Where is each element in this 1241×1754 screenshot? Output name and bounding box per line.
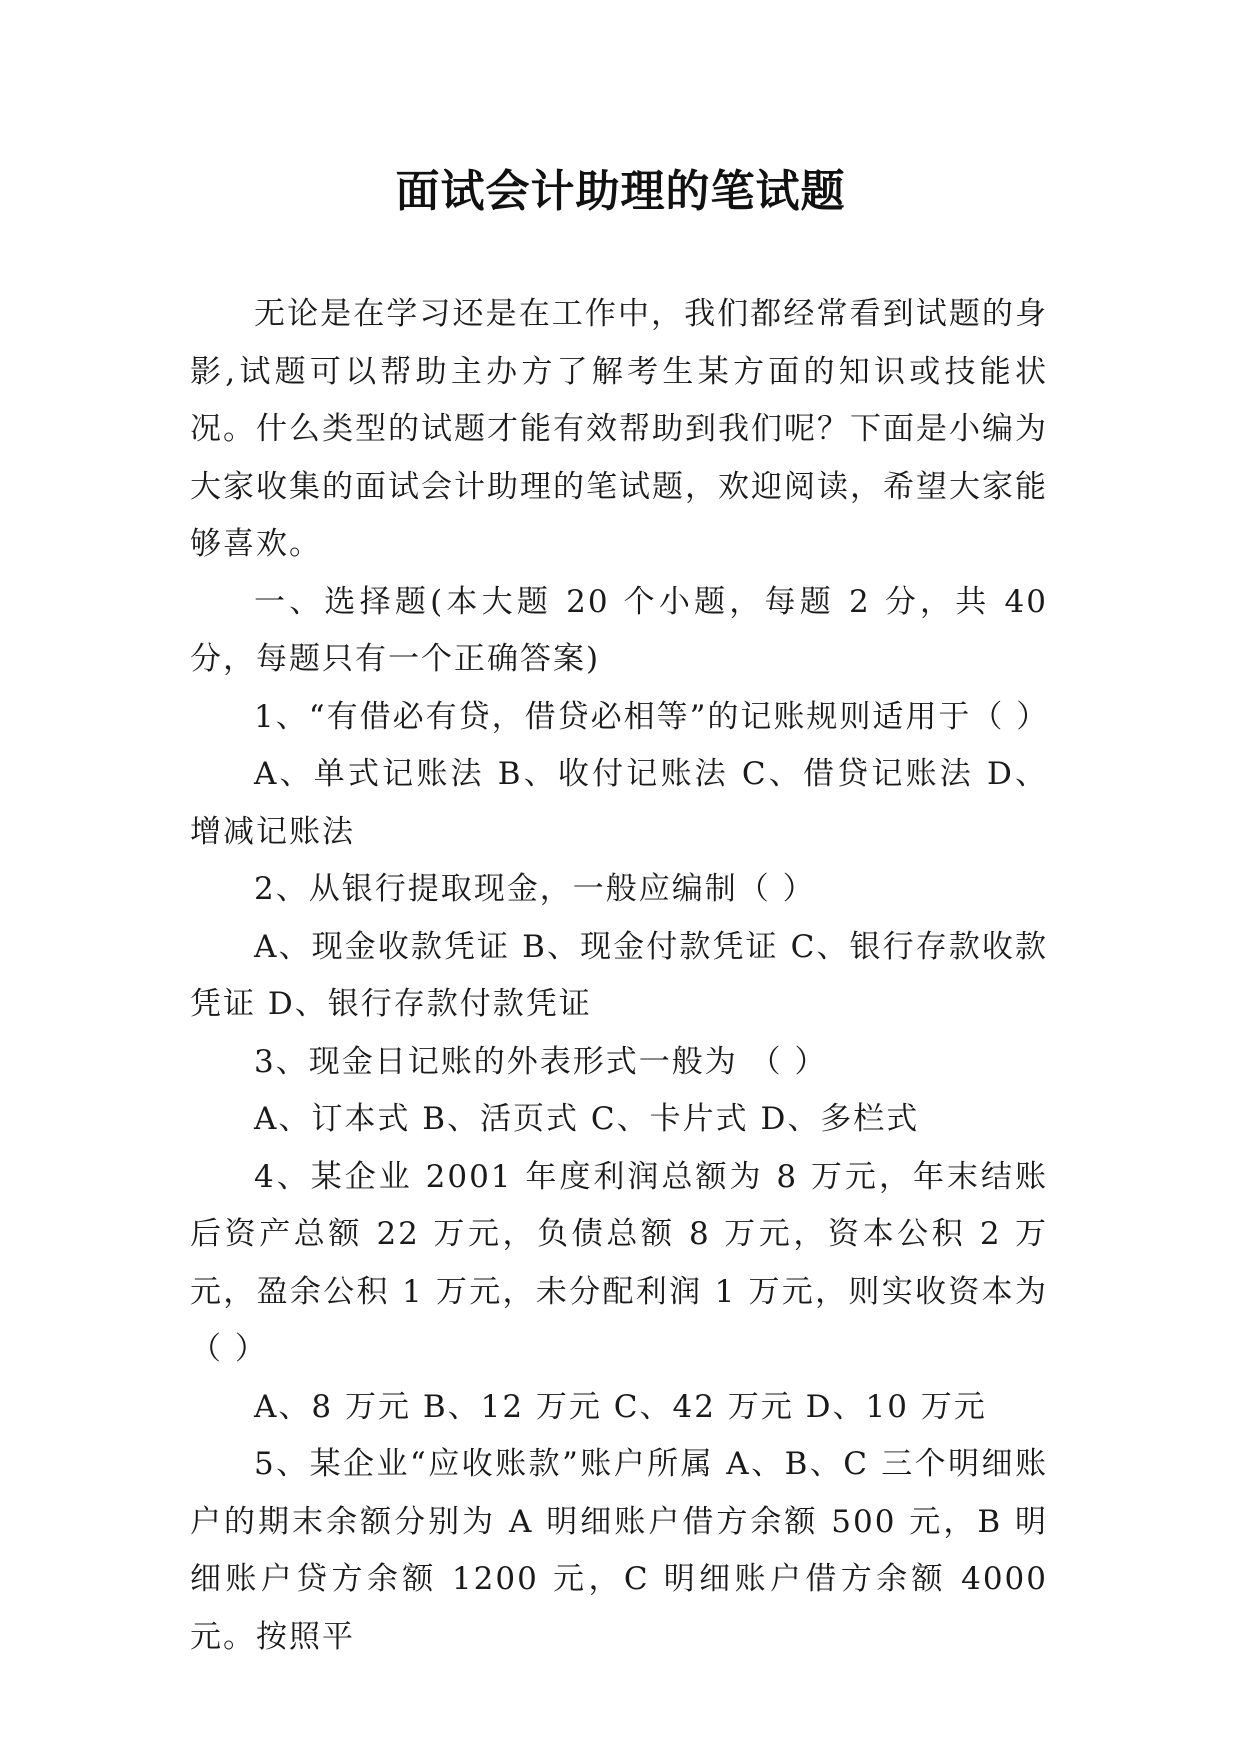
question-2: 2、从银行提取现金，一般应编制（ ） [254, 871, 816, 907]
question-2-options: A、现金收款凭证 B、现金付款凭证 C、银行存款收款凭证 D、银行存款付款凭证 [190, 928, 1048, 1022]
question-5: 5、某企业“应收账款”账户所属 A、B、C 三个明细账户的期末余额分别为 A 明细账户借方余额 500 元，B 明细账户贷方余额 1200 元，C 明细账户借方余额 4000 元。按照平 [190, 1446, 1048, 1655]
question-3: 3、现金日记账的外表形式一般为 （ ） [254, 1043, 828, 1080]
document-title: 面试会计助理的笔试题 [395, 166, 846, 217]
section-heading: 一、选择题(本大题 20 个小题，每题 2 分，共 40 分，每题只有一个正确答案) [190, 583, 1048, 677]
question-4: 4、某企业 2001 年度利润总额为 8 万元，年末结账后资产总额 22 万元，负债总额 8 万元，资本公积 2 万元，盈余公积 1 万元，未分配利润 1 万元，则实收资本为（ ） [190, 1158, 1048, 1367]
question-3-options: A、订本式 B、活页式 C、卡片式 D、多栏式 [254, 1101, 920, 1137]
question-1: 1、“有借必有贷，借贷必相等”的记账规则适用于（ ） [254, 698, 1050, 735]
document-body [190, 286, 1048, 1666]
question-1-options: A、单式记账法 B、收付记账法 C、借贷记账法 D、增减记账法 [190, 756, 1048, 850]
intro-paragraph: 无论是在学习还是在工作中，我们都经常看到试题的身影,试题可以帮助主办方了解考生某方面的知识或技能状况。什么类型的试题才能有效帮助到我们呢？下面是小编为大家收集的面试会计助理的笔试题，欢迎阅读，希望大家能够喜欢。 [190, 296, 1048, 562]
question-4-options: A、8 万元 B、12 万元 C、42 万元 D、10 万元 [254, 1388, 987, 1425]
